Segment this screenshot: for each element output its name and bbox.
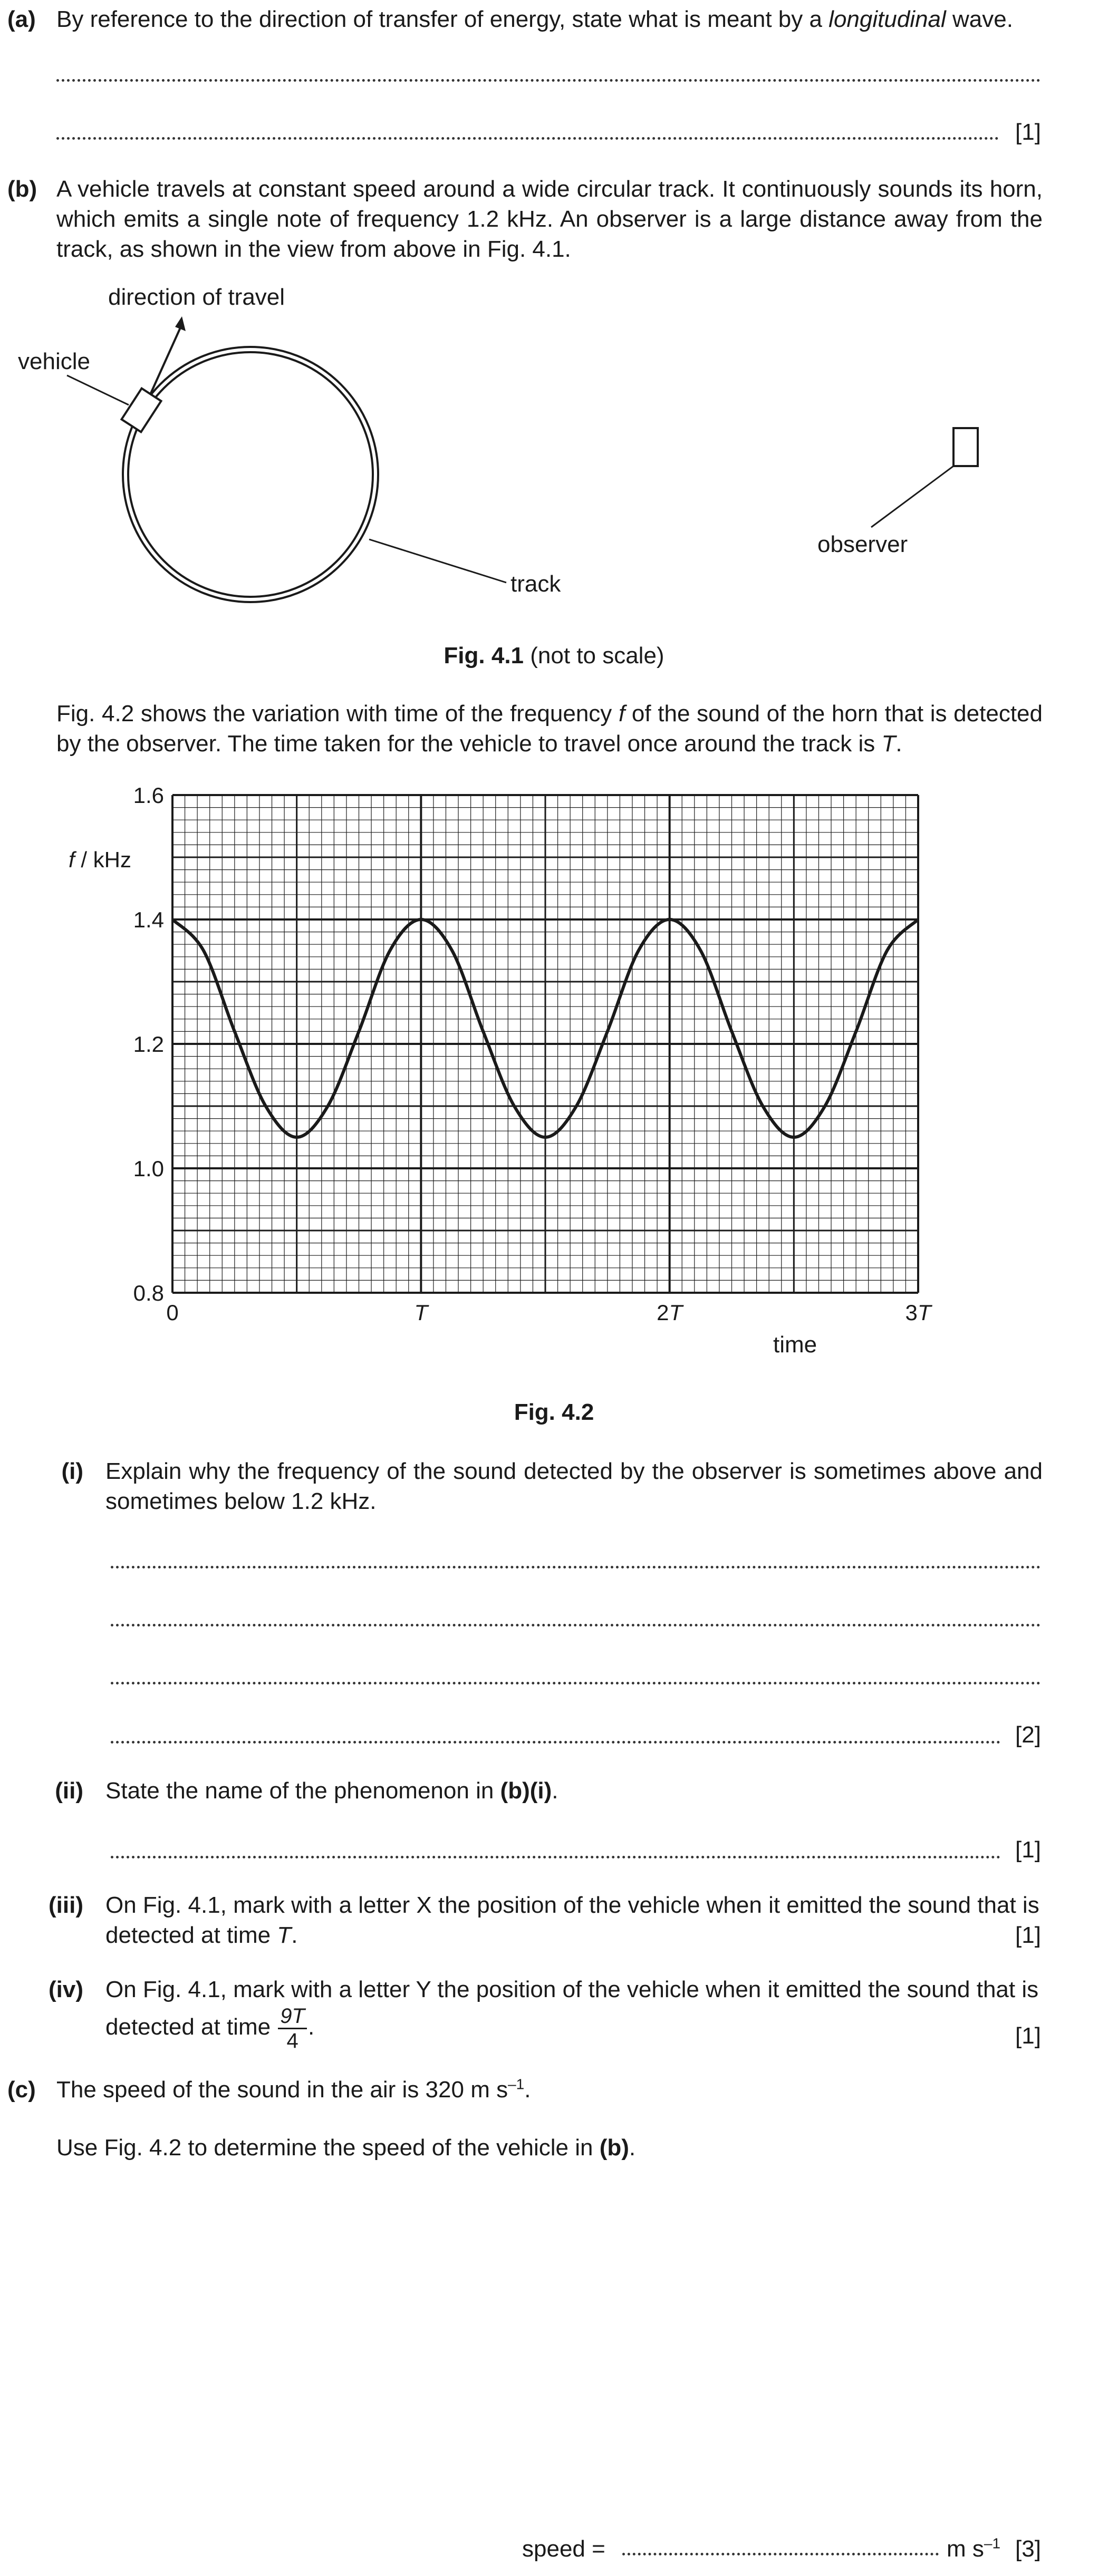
q-i-label: (i)	[61, 1458, 83, 1484]
label-vehicle: vehicle	[18, 348, 90, 374]
part-c-label: (c)	[7, 2077, 36, 2103]
q-iii-question: On Fig. 4.1, mark with a letter X the position of the vehicle when it emitted the sound that is detected at time T.	[105, 1892, 1039, 1948]
q-ii-question: State the name of the phenomenon in (b)(i).	[105, 1778, 558, 1804]
speed-answer-line[interactable]	[622, 2553, 939, 2555]
fig-4-2-chart	[0, 764, 1108, 1387]
x-tick-label: 0	[166, 1300, 179, 1325]
q-iv-label: (iv)	[49, 1977, 83, 2002]
answer-line-i-1[interactable]	[111, 1566, 1040, 1568]
answer-line-a-1[interactable]	[56, 79, 1040, 82]
q-ii-label: (ii)	[55, 1778, 83, 1804]
vehicle-pointer-line	[67, 375, 129, 405]
answer-line-i-3[interactable]	[111, 1682, 1040, 1684]
speed-unit: m $s^{-1}$	[947, 2535, 1001, 2562]
y-tick-label: 1.6	[133, 783, 164, 808]
chart-x-axis-label: time	[773, 1332, 817, 1358]
marks-iii: [1]	[1015, 1922, 1041, 1948]
chart-y-tick-labels	[133, 783, 164, 1305]
marks-i: [2]	[1015, 1722, 1041, 1748]
q-i-question: Explain why the frequency of the sound detected by the observer is sometimes above and sometimes below 1.2 kHz.	[105, 1458, 1043, 1514]
y-tick-label: 1.2	[133, 1032, 164, 1057]
q-iii-label: (iii)	[49, 1892, 83, 1918]
answer-line-i-2[interactable]	[111, 1624, 1040, 1626]
part-c-question: Use Fig. 4.2 to determine the speed of the vehicle in (b).	[56, 2135, 636, 2161]
marks-c: [3]	[1015, 2536, 1041, 2562]
fig-4-1-diagram	[0, 274, 1108, 675]
part-b-question: A vehicle travels at constant speed around a wide circular track. It continuously sounds its horn, which emits a single note of frequency 1.2 kHz. An observer is a large distance away from the track, as shown in the view from above in Fig. 4.1.	[56, 176, 1043, 262]
vehicle-box	[121, 389, 161, 432]
answer-line-ii[interactable]	[111, 1856, 1000, 1858]
fig-4-2-intro: Fig. 4.2 shows the variation with time of the frequency f of the sound of the horn that is detected by the observer. The time taken for the vehicle to travel once around the track is T.	[56, 701, 1043, 757]
fraction-9t-over-4: $\frac{9T}{4}$	[278, 2004, 307, 2052]
part-c-statement: The speed of the sound in the air is 320 m $s^{-1}$.	[56, 2076, 531, 2103]
track-outer-edge	[123, 347, 378, 602]
part-a-question: By reference to the direction of transfer of energy, state what is meant by a longitudinal wave.	[56, 6, 1013, 32]
x-tick-label: T	[414, 1300, 428, 1325]
observer-box	[953, 428, 978, 466]
chart-x-tick-labels	[166, 1300, 933, 1325]
fig-4-1-caption: Fig. 4.1 (not to scale)	[444, 643, 664, 669]
marks-ii: [1]	[1015, 1837, 1041, 1863]
x-tick-label: 3T	[905, 1300, 931, 1325]
y-tick-label: 1.0	[133, 1156, 164, 1181]
answer-line-i-4[interactable]	[111, 1741, 1000, 1744]
observer-pointer-line	[871, 466, 953, 527]
marks-a: [1]	[1015, 119, 1041, 145]
direction-arrow-line	[150, 324, 182, 394]
part-a-label: (a)	[7, 6, 36, 32]
track-inner-edge	[128, 352, 373, 597]
label-track: track	[510, 571, 561, 597]
label-observer: observer	[817, 531, 908, 557]
y-tick-label: 1.4	[133, 907, 164, 932]
direction-arrow-head	[175, 316, 186, 331]
part-b-label: (b)	[7, 176, 37, 202]
chart-y-axis-label: f / kHz	[69, 847, 132, 872]
q-iv-question: On Fig. 4.1, mark with a letter Y the position of the vehicle when it emitted the sound that is detected at time $\frac{9T}{4}$ .	[105, 1977, 1039, 2052]
label-direction-of-travel: direction of travel	[108, 284, 285, 310]
answer-line-a-2[interactable]	[56, 137, 999, 140]
y-tick-label: 0.8	[133, 1281, 164, 1305]
speed-answer-label: speed =	[522, 2536, 605, 2562]
marks-iv: [1]	[1015, 2023, 1041, 2049]
x-tick-label: 2T	[657, 1300, 683, 1325]
track-pointer-line	[369, 539, 506, 583]
fig-4-2-caption: Fig. 4.2	[514, 1399, 594, 1425]
